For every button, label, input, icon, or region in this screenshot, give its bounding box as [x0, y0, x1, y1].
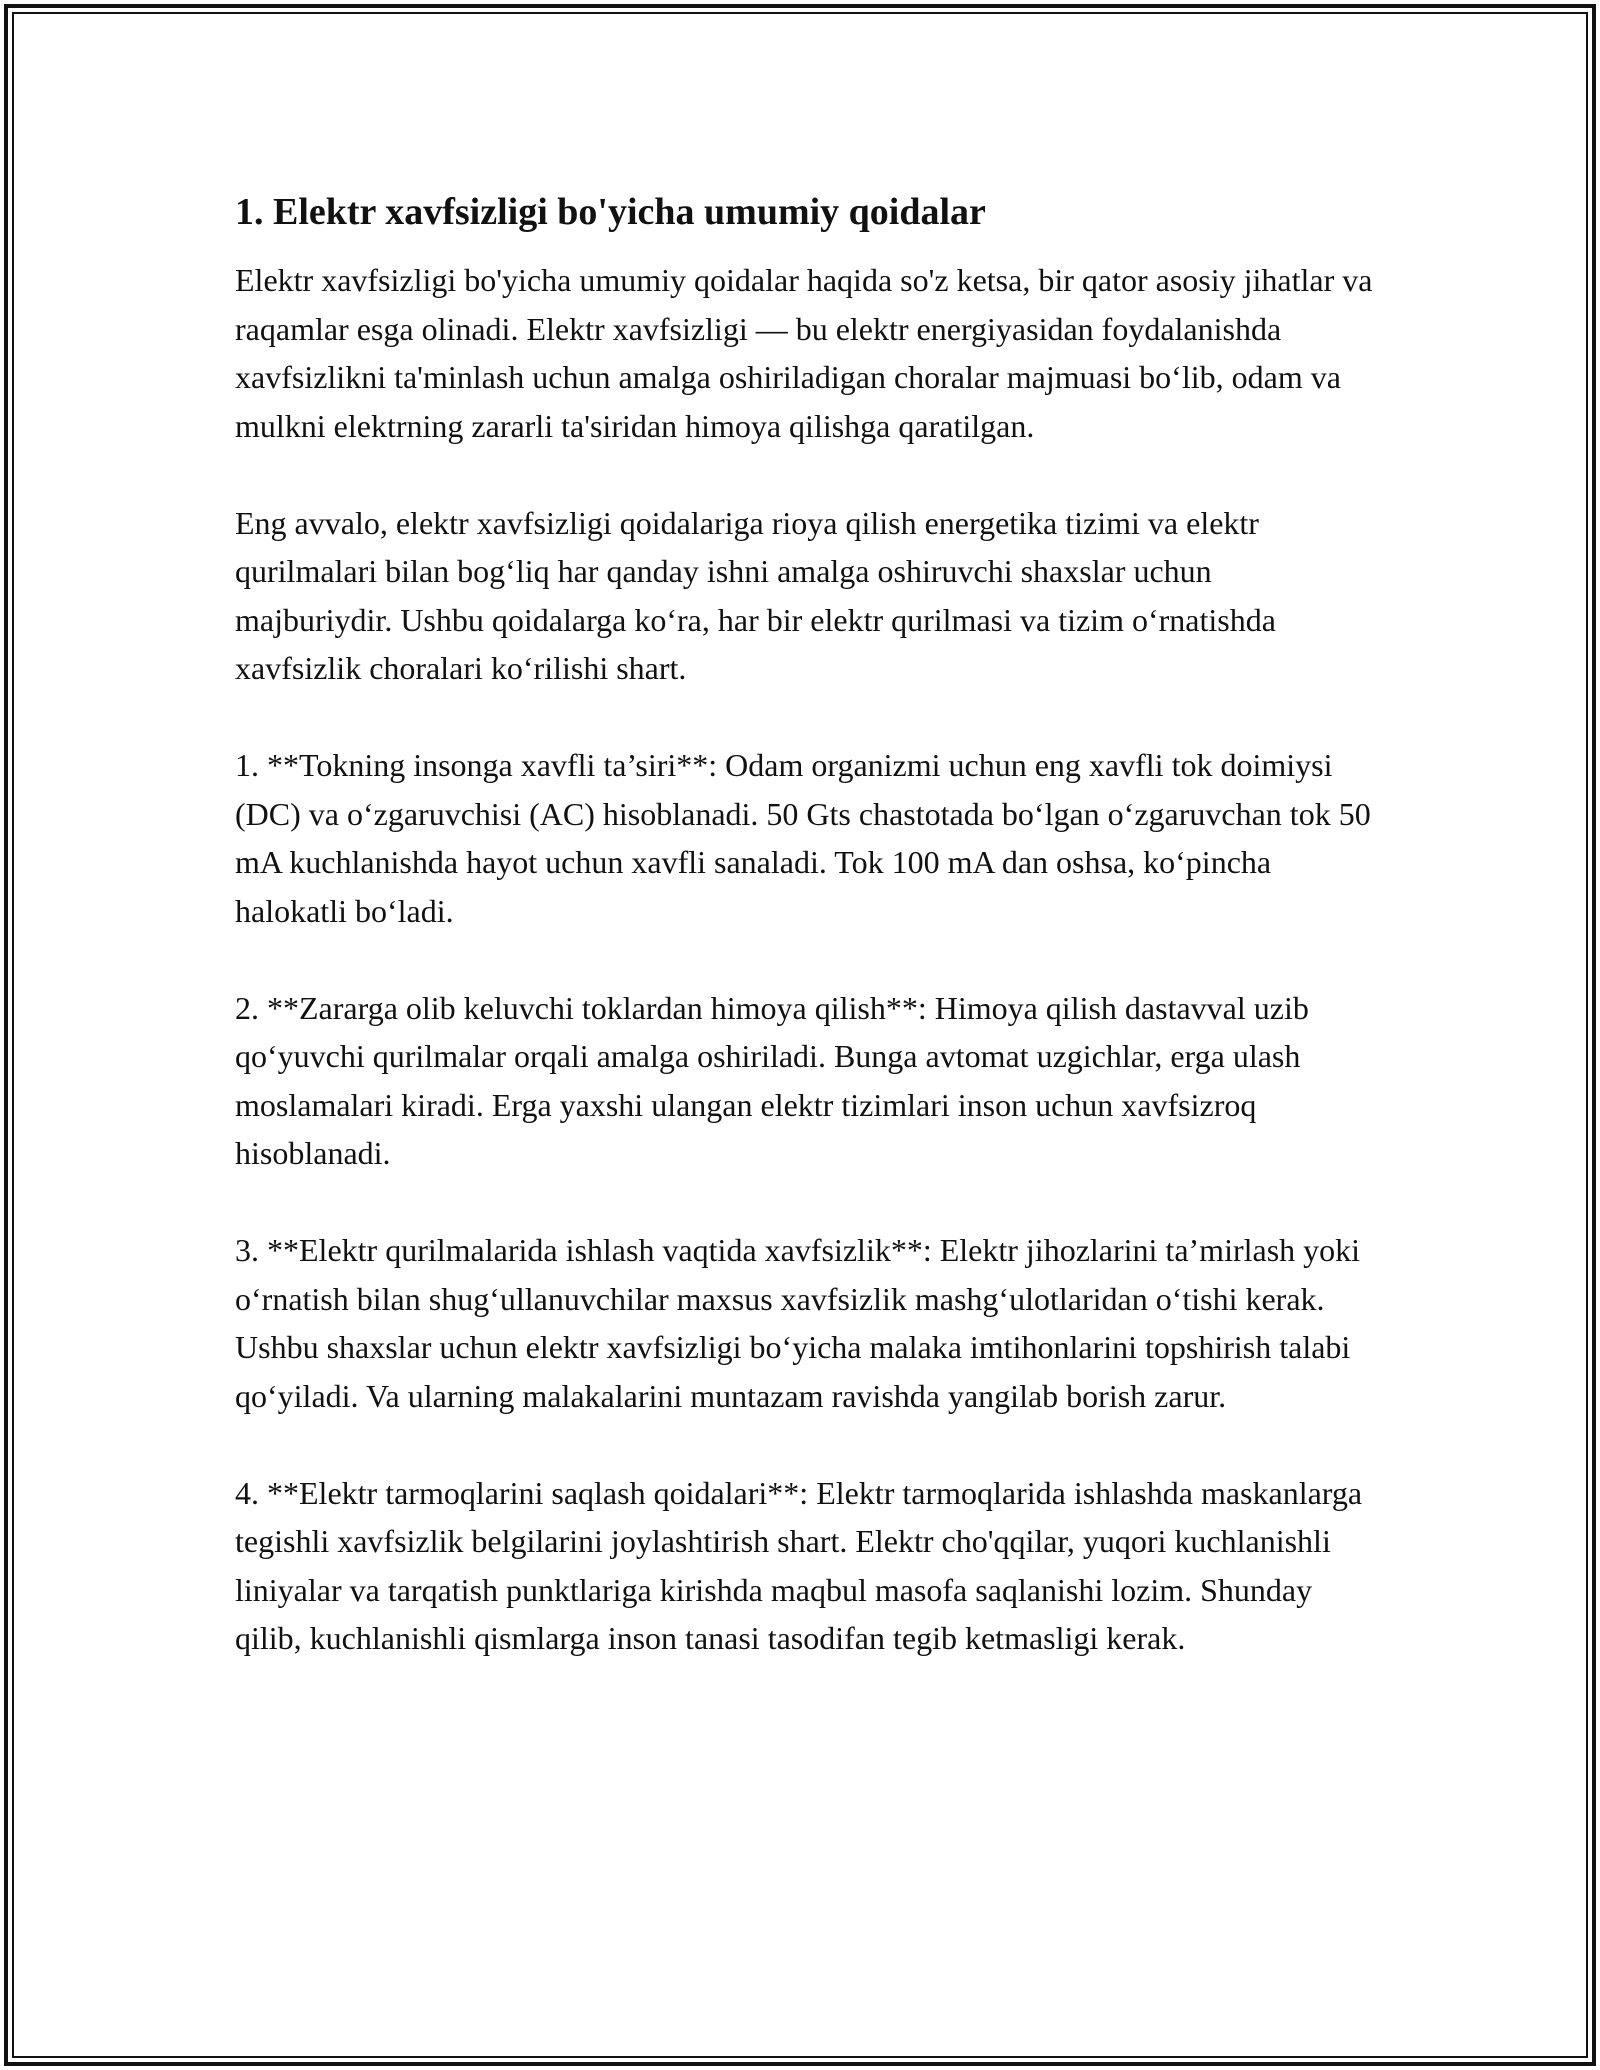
document-body: [235, 188, 1375, 1711]
list-item-work-safety: 3. **Elektr qurilmalarida ishlash vaqtida xavfsizlik**: Elektr jihozlarini ta’mirlash yoki o‘rnatish bilan shug‘ullanuvchilar maxsus xavfsizlik mashg‘ulotlaridan o‘tishi kerak. Ushbu shaxslar uchun elektr xavfsizligi bo‘yicha malaka imtihonlarini topshirish talabi qo‘yiladi. Va ularning malakalarini muntazam ravishda yangilab borish zarur.: [235, 1232, 1361, 1414]
paragraph-intro: Elektr xavfsizligi bo'yicha umumiy qoidalar haqida so'z ketsa, bir qator asosiy jihatlar va raqamlar esga olinadi. Elektr xavfsizligi — bu elektr energiyasidan foydalanishda xavfsizlikni ta'minlash uchun amalga oshiriladigan choralar majmuasi bo‘lib, odam va mulkni elektrning zararli ta'siridan himoya qilishga qaratilgan.: [235, 262, 1373, 444]
document-title: 1. Elektr xavfsizligi bo'yicha umumiy qoidalar: [235, 191, 986, 233]
list-item-current-danger: 1. **Tokning insonga xavfli ta’siri**: Odam organizmi uchun eng xavfli tok doimiysi (DC) va o‘zgaruvchisi (AC) hisoblanadi. 50 Gts chastotada bo‘lgan o‘zgaruvchan tok 50 mA kuchlanishda hayot uchun xavfli sanaladi. Tok 100 mA dan oshsa, ko‘pincha halokatli bo‘ladi.: [235, 747, 1371, 929]
paragraph-obligations: Eng avvalo, elektr xavfsizligi qoidalariga rioya qilish energetika tizimi va elektr qurilmalari bilan bog‘liq har qanday ishni amalga oshiruvchi shaxslar uchun majburiydir. Ushbu qoidalarga ko‘ra, har bir elektr qurilmasi va tizim o‘rnatishda xavfsizlik choralari ko‘rilishi shart.: [235, 504, 1276, 686]
list-item-network-rules: 4. **Elektr tarmoqlarini saqlash qoidalari**: Elektr tarmoqlarida ishlashda maskanlarga tegishli xavfsizlik belgilarini joylashtirish shart. Elektr cho'qqilar, yuqori kuchlanishli liniyalar va tarqatish punktlariga kirishda maqbul masofa saqlanishi lozim. Shunday qilib, kuchlanishli qismlarga inson tanasi tasodifan tegib ketmasligi kerak.: [235, 1474, 1363, 1656]
list-item-protection: 2. **Zararga olib keluvchi toklardan himoya qilish**: Himoya qilish dastavval uzib qo‘yuvchi qurilmalar orqali amalga oshiriladi. Bunga avtomat uzgichlar, erga ulash moslamalari kiradi. Erga yaxshi ulangan elektr tizimlari inson uchun xavfsizroq hisoblanadi.: [235, 989, 1309, 1171]
